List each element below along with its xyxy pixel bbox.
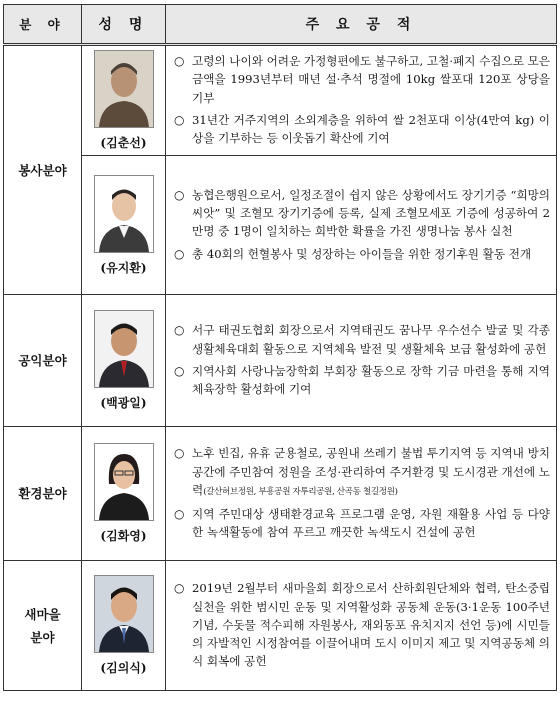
- list-item: ○ 지역사회 사랑나눔장학회 부회장 활동으로 장학 기금 마련을 통해 지역체육장학 활성화에 기여: [174, 363, 550, 397]
- bullet-icon: ○: [174, 112, 185, 127]
- bullet-icon: ○: [174, 187, 185, 202]
- awards-table: [3, 4, 557, 691]
- person-cell: [82, 156, 166, 295]
- field-label: 환경분야: [18, 486, 67, 502]
- table-row: [4, 427, 557, 561]
- person-cell: [82, 561, 166, 691]
- field-label: 공익분야: [18, 353, 67, 369]
- list-item: ○ 2019년 2월부터 새마을회 회장으로서 산하회원단체와 협력, 탄소중립 실천을 위한 범시민 운동 및 지역활성화 공동체 운동(3·1운동 100주년 기념, 수돗물 적수피해 자원봉사, 재외동포 유치지지 선언 등)에 시민들의 자발적인 시정참여를 이끌어내며 도시 이미지 제고 및 지역공동체 의식 회복에 공헌: [174, 581, 550, 669]
- person-name: (유지환): [100, 260, 147, 275]
- field-label: 분야: [30, 629, 55, 645]
- person-photo: [94, 575, 154, 653]
- field-label: 봉사분야: [18, 162, 67, 178]
- bullet-icon: ○: [174, 507, 185, 522]
- person-name: (김춘선): [100, 136, 147, 151]
- achievement-cell: [166, 295, 557, 427]
- achievement-cell: [166, 45, 557, 156]
- field-cell-saemaeul: [4, 561, 82, 691]
- person-photo: [94, 175, 154, 253]
- table-row: [4, 561, 557, 691]
- achievement-cell: [166, 156, 557, 295]
- list-item: ○ 고령의 나이와 어려운 가정형편에도 불구하고, 고철·폐지 수집으로 모은 금액을 1993년부터 매년 설·추석 명절에 10kg 쌀포대 120포 상당을 기부: [174, 54, 550, 105]
- person-photo: [94, 310, 154, 388]
- person-cell: [82, 295, 166, 427]
- achievement-cell: [166, 561, 557, 691]
- person-photo: [94, 50, 154, 128]
- table-row: [4, 156, 557, 295]
- table-row: [4, 295, 557, 427]
- list-item: ○ 노후 빈집, 유휴 군용철로, 공원내 쓰레기 불법 투기지역 등 지역내 방치공간에 주민참여 정원을 조성·관리하여 주거환경 및 도시경관 개선에 노력(갈산허브정원, 부흥공원 자투리공원, 산곡동 철길정원): [174, 446, 550, 497]
- list-item: ○ 서구 태권도협회 회장으로서 지역태권도 꿈나무 우수선수 발굴 및 각종 생활체육대회 활동으로 지역체육 발전 및 생활체육 보급 활성화에 공헌: [174, 323, 550, 356]
- person-cell: [82, 45, 166, 156]
- field-cell-public: [4, 295, 82, 427]
- field-cell-volunteer: [4, 45, 82, 295]
- person-name: (김화영): [100, 529, 147, 544]
- header-row: [4, 5, 557, 45]
- list-item: ○ 31년간 거주지역의 소외계층을 위하여 쌀 2천포대 이상(4만여 kg) 이상을 기부하는 등 이웃돕기 확산에 기여: [174, 112, 550, 146]
- header-name: 성 명: [82, 5, 166, 45]
- person-name: (김의식): [100, 661, 147, 676]
- bullet-icon: ○: [174, 323, 185, 338]
- achievement-cell: [166, 427, 557, 561]
- header-achievements: 주 요 공 적: [166, 5, 557, 45]
- bullet-icon: ○: [174, 246, 185, 261]
- table-row: [4, 45, 557, 156]
- list-item: ○ 농협은행원으로서, 일정조절이 쉽지 않은 상황에서도 장기기증 “희망의 씨앗” 및 조혈모 장기기증에 등록, 실제 조혈모세포 기증에 성공하여 2만명 중 1명이 일치하는 희박한 확률을 가진 생명나눔 봉사 실천: [174, 187, 550, 239]
- header-field: 분 야: [4, 5, 82, 45]
- list-item: ○ 총 40회의 헌혈봉사 및 성장하는 아이들을 위한 정기후원 활동 전개: [170, 245, 550, 263]
- person-name: (백광일): [100, 396, 147, 411]
- person-photo: [94, 443, 154, 521]
- field-label: 새마을: [24, 606, 61, 622]
- bullet-icon: ○: [174, 446, 185, 461]
- bullet-icon: ○: [174, 363, 185, 378]
- list-item: ○ 지역 주민대상 생태환경교육 프로그램 운영, 자원 재활용 사업 등 다양한 녹색활동에 참여 푸르고 깨끗한 녹색도시 건설에 공헌: [174, 507, 550, 540]
- place-note: (갈산허브정원, 부흥공원 자투리공원, 산곡동 철길정원): [203, 486, 398, 497]
- bullet-icon: ○: [174, 581, 185, 596]
- field-cell-environment: [4, 427, 82, 561]
- bullet-icon: ○: [174, 54, 185, 68]
- person-cell: [82, 427, 166, 561]
